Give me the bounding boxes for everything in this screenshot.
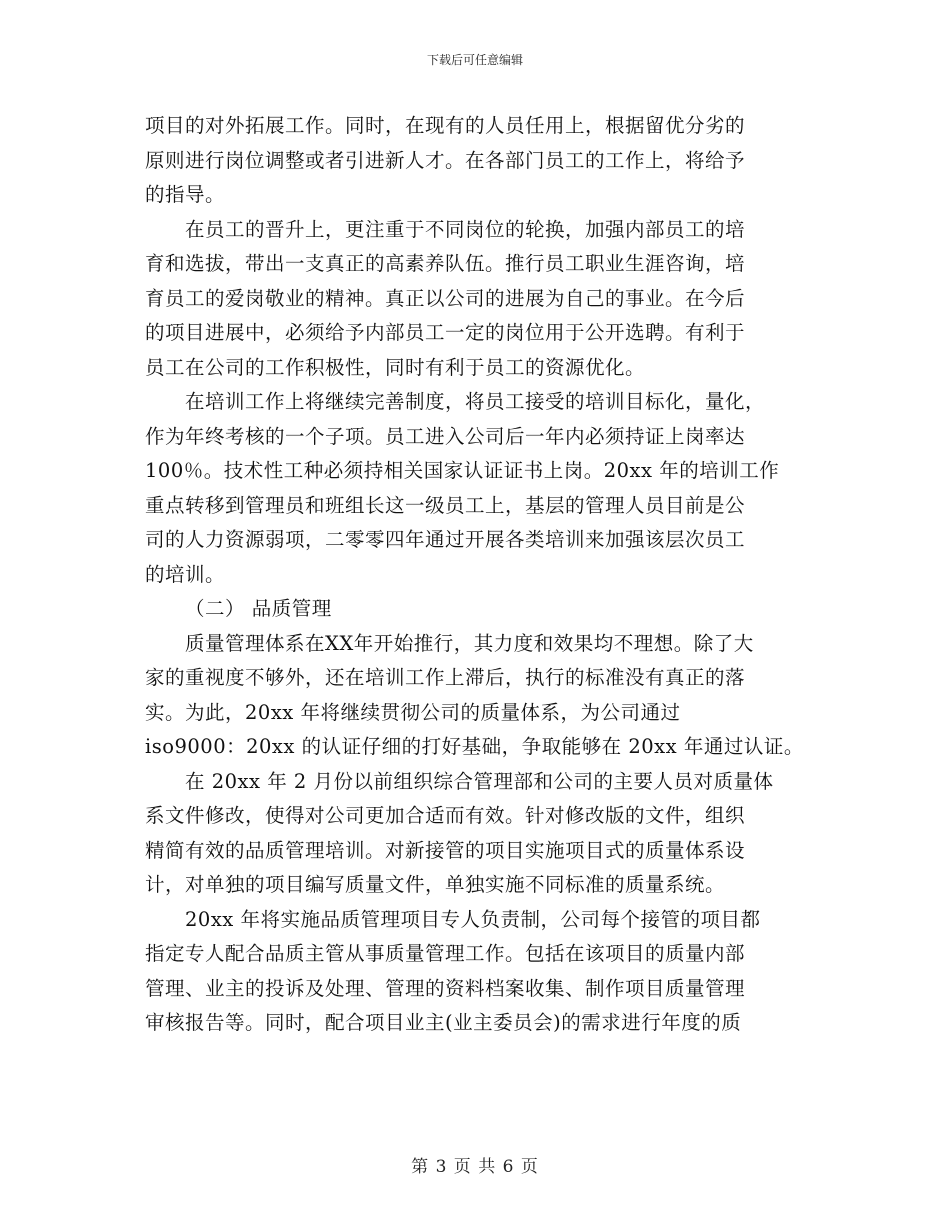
text-line: 原则进行岗位调整或者引进新人才。在各部门员工的工作上，将给予 — [145, 148, 746, 172]
text-line: 的项目进展中，必须给予内部员工一定的岗位用于公开选聘。有利于 — [145, 321, 746, 344]
text-line: 在培训工作上将继续完善制度，将员工接受的培训目标化，量化， — [185, 390, 766, 413]
text-line: 在员工的晋升上，更注重于不同岗位的轮换，加强内部员工的培 — [185, 217, 746, 241]
text-line: 育和选拔，带出一支真正的高素养队伍。推行员工职业生涯咨询，培 — [145, 252, 746, 275]
page-number-footer: 第 3 页 共 6 页 — [411, 1157, 539, 1177]
text-line: 质量管理体系在XX年开始推行，其力度和效果均不理想。除了大 — [185, 631, 754, 655]
text-line: 精简有效的品质管理培训。对新接管的项目实施项目式的质量体系设 — [145, 838, 746, 862]
text-line: 育员工的爱岗敬业的精神。真正以公司的进展为自己的事业。在今后 — [145, 286, 746, 310]
text-line: 100％。技术性工种必须持相关国家认证证书上岗。20xx 年的培训工作 — [145, 459, 780, 482]
text-line: 系文件修改，使得对公司更加合适而有效。针对修改版的文件，组织 — [145, 804, 746, 827]
text-line: 的指导。 — [145, 183, 226, 206]
text-line: 家的重视度不够外，还在培训工作上滞后，执行的标准没有真正的落 — [145, 666, 746, 689]
text-line: 计，对单独的项目编写质量文件，单独实施不同标准的质量系统。 — [145, 873, 726, 896]
text-line: 实。为此，20xx 年将继续贯彻公司的质量体系，为公司通过 — [145, 700, 681, 724]
section-heading: （二） 品质管理 — [185, 597, 332, 620]
text-line: 司的人力资源弱项，二零零四年通过开展各类培训来加强该层次员工 — [145, 528, 746, 551]
text-line: iso9000：20xx 的认证仔细的打好基础，争取能够在 20xx 年通过认证。 — [145, 735, 804, 758]
text-line: 的培训。 — [145, 562, 226, 586]
page-header: 下载后可任意编辑 — [426, 53, 523, 67]
text-line: 在 20xx 年 2 月份以前组织综合管理部和公司的主要人员对质量体 — [185, 769, 774, 793]
text-line: 项目的对外拓展工作。同时，在现有的人员任用上，根据留优分劣的 — [145, 114, 746, 137]
text-line: 重点转移到管理员和班组长这一级员工上，基层的管理人员目前是公 — [145, 493, 746, 517]
text-line: 作为年终考核的一个子项。员工进入公司后一年内必须持证上岗率达 — [145, 424, 746, 448]
text-line: 管理、业主的投诉及处理、管理的资料档案收集、制作项目质量管理 — [145, 976, 746, 1000]
text-line: 20xx 年将实施品质管理项目专人负责制，公司每个接管的项目都 — [185, 907, 761, 931]
text-line: 指定专人配合品质主管从事质量管理工作。包括在该项目的质量内部 — [145, 942, 746, 965]
text-line: 审核报告等。同时，配合项目业主(业主委员会)的需求进行年度的质 — [145, 1011, 742, 1034]
text-line: 员工在公司的工作积极性，同时有利于员工的资源优化。 — [145, 355, 646, 379]
document-body — [145, 109, 805, 1041]
